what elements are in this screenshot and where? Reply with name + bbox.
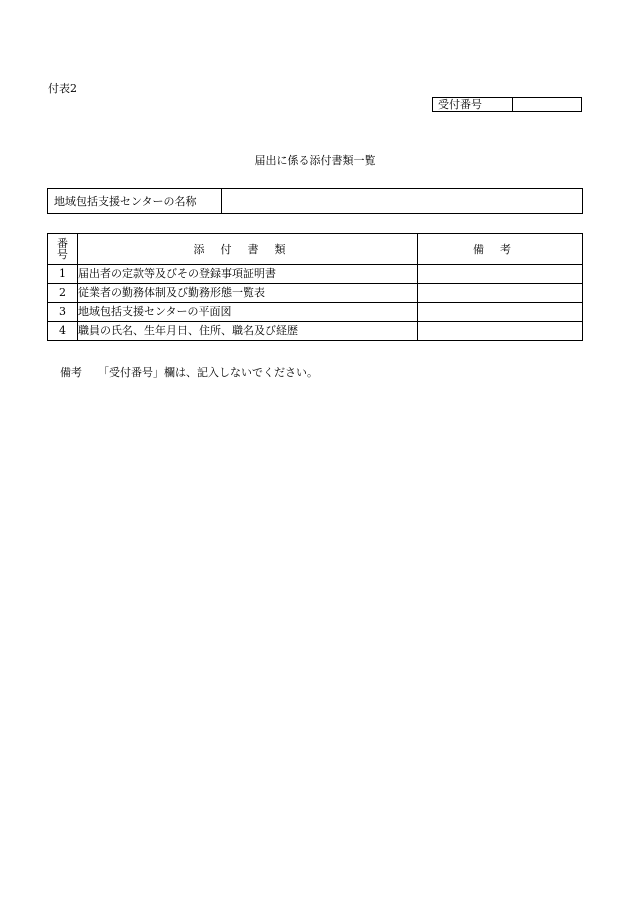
table-row [48, 284, 583, 303]
row-remarks[interactable] [418, 322, 583, 341]
row-document: 届出者の定款等及びその登録事項証明書 [78, 265, 418, 284]
center-name-field[interactable] [222, 189, 582, 213]
appendix-label: 付表2 [48, 82, 77, 95]
header-remarks: 備考 [418, 234, 583, 265]
center-name-box [47, 188, 583, 214]
row-number: 4 [48, 322, 78, 341]
row-document: 従業者の勤務体制及び勤務形態一覧表 [78, 284, 418, 303]
document-title: 届出に係る添付書類一覧 [254, 154, 376, 167]
attached-documents-table [47, 233, 583, 341]
row-document: 地域包括支援センターの平面図 [78, 303, 418, 322]
remarks-note-text: 「受付番号」欄は、記入しないでください。 [98, 366, 318, 379]
receipt-number-label: 受付番号 [433, 98, 513, 111]
header-documents: 添付書類 [78, 234, 418, 265]
table-row [48, 322, 583, 341]
row-number: 1 [48, 265, 78, 284]
row-number: 3 [48, 303, 78, 322]
row-remarks[interactable] [418, 284, 583, 303]
table-row [48, 303, 583, 322]
table-row [48, 265, 583, 284]
header-number-line1: 番 [57, 237, 68, 250]
row-number: 2 [48, 284, 78, 303]
row-document: 職員の氏名、生年月日、住所、職名及び経歴 [78, 322, 418, 341]
center-name-label: 地域包括支援センターの名称 [48, 189, 222, 213]
remarks-note [60, 366, 318, 379]
row-remarks[interactable] [418, 303, 583, 322]
row-remarks[interactable] [418, 265, 583, 284]
header-number-line2: 号 [57, 248, 68, 261]
remarks-note-label: 備考 [60, 366, 82, 379]
receipt-number-box [432, 97, 582, 112]
table-header-row [48, 234, 583, 265]
header-number [48, 234, 78, 265]
receipt-number-field[interactable] [513, 98, 581, 111]
